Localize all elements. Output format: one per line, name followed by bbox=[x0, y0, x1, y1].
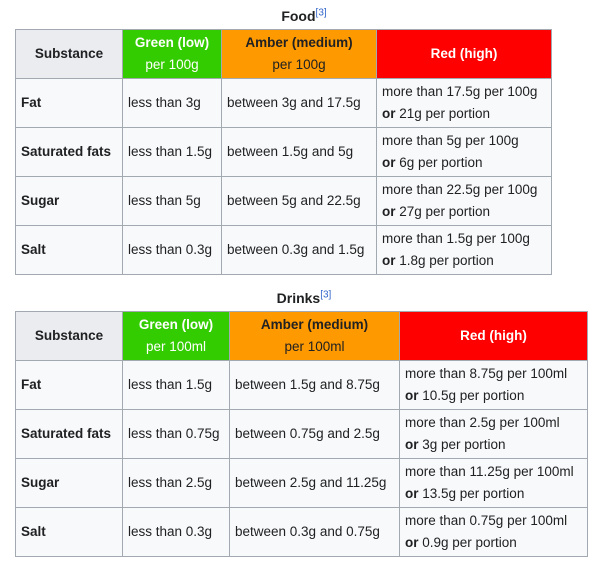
food-header-amber: Amber (medium) per 100g bbox=[222, 30, 377, 79]
drinks-header-red: Red (high) bbox=[400, 312, 588, 361]
food-header-red: Red (high) bbox=[377, 30, 552, 79]
amber-cell: between 1.5g and 5g bbox=[222, 128, 377, 177]
amber-cell: between 5g and 22.5g bbox=[222, 177, 377, 226]
food-header-green: Green (low) per 100g bbox=[123, 30, 222, 79]
substance-cell: Fat bbox=[16, 361, 123, 410]
drinks-table bbox=[15, 311, 588, 557]
table-row bbox=[16, 128, 552, 177]
red-cell: more than 5g per 100g or 6g per portion bbox=[377, 128, 552, 177]
substance-cell: Saturated fats bbox=[16, 410, 123, 459]
green-cell: less than 0.75g bbox=[123, 410, 230, 459]
substance-cell: Sugar bbox=[16, 459, 123, 508]
substance-cell: Fat bbox=[16, 79, 123, 128]
table-row bbox=[16, 226, 552, 275]
table-row bbox=[16, 410, 588, 459]
drinks-header-row bbox=[16, 312, 588, 361]
food-caption-title: Food bbox=[281, 8, 316, 24]
drinks-caption-title: Drinks bbox=[276, 290, 321, 306]
substance-cell: Salt bbox=[16, 226, 123, 275]
drinks-reference-link[interactable]: [3] bbox=[320, 289, 332, 301]
substance-cell: Sugar bbox=[16, 177, 123, 226]
drinks-caption-ref bbox=[320, 289, 331, 300]
table-row bbox=[16, 459, 588, 508]
amber-cell: between 3g and 17.5g bbox=[222, 79, 377, 128]
green-cell: less than 3g bbox=[123, 79, 222, 128]
food-header-row bbox=[16, 30, 552, 79]
red-cell: more than 2.5g per 100ml or 3g per portion bbox=[400, 410, 588, 459]
amber-cell: between 0.3g and 0.75g bbox=[230, 508, 400, 557]
drinks-header-amber: Amber (medium) per 100ml bbox=[230, 312, 400, 361]
drinks-header-green: Green (low) per 100ml bbox=[123, 312, 230, 361]
food-caption-ref bbox=[316, 7, 327, 18]
substance-cell: Salt bbox=[16, 508, 123, 557]
green-cell: less than 0.3g bbox=[123, 226, 222, 275]
amber-cell: between 0.3g and 1.5g bbox=[222, 226, 377, 275]
food-reference-link[interactable]: [3] bbox=[315, 7, 327, 19]
drinks-table-caption bbox=[0, 289, 608, 307]
table-row bbox=[16, 79, 552, 128]
food-header-substance: Substance bbox=[16, 30, 123, 79]
table-row bbox=[16, 177, 552, 226]
amber-cell: between 2.5g and 11.25g bbox=[230, 459, 400, 508]
red-cell: more than 22.5g per 100g or 27g per portion bbox=[377, 177, 552, 226]
amber-cell: between 0.75g and 2.5g bbox=[230, 410, 400, 459]
red-cell: more than 0.75g per 100ml or 0.9g per portion bbox=[400, 508, 588, 557]
green-cell: less than 5g bbox=[123, 177, 222, 226]
food-table bbox=[15, 29, 552, 275]
green-cell: less than 1.5g bbox=[123, 128, 222, 177]
drinks-header-substance: Substance bbox=[16, 312, 123, 361]
green-cell: less than 1.5g bbox=[123, 361, 230, 410]
red-cell: more than 8.75g per 100ml or 10.5g per portion bbox=[400, 361, 588, 410]
green-cell: less than 0.3g bbox=[123, 508, 230, 557]
table-row bbox=[16, 508, 588, 557]
green-cell: less than 2.5g bbox=[123, 459, 230, 508]
amber-cell: between 1.5g and 8.75g bbox=[230, 361, 400, 410]
red-cell: more than 17.5g per 100g or 21g per portion bbox=[377, 79, 552, 128]
substance-cell: Saturated fats bbox=[16, 128, 123, 177]
food-table-caption bbox=[0, 7, 608, 25]
red-cell: more than 1.5g per 100g or 1.8g per portion bbox=[377, 226, 552, 275]
table-row bbox=[16, 361, 588, 410]
red-cell: more than 11.25g per 100ml or 13.5g per portion bbox=[400, 459, 588, 508]
